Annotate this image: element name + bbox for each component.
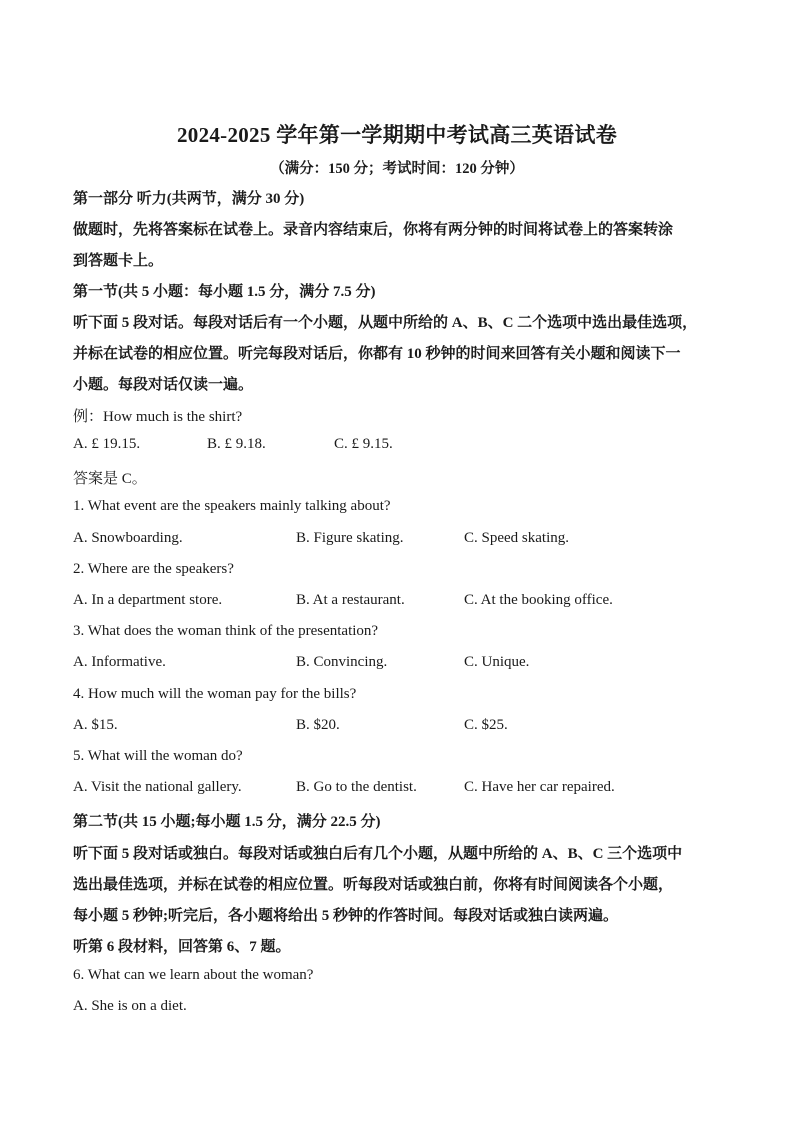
example-option-c: C. £ 9.15.	[334, 436, 393, 452]
example-option-b: B. £ 9.18.	[207, 436, 266, 452]
question-4-options	[73, 717, 753, 737]
question-5-options	[73, 779, 753, 799]
option-c: C. Have her car repaired.	[464, 779, 615, 795]
option-c: C. Unique.	[464, 654, 530, 670]
question-3: 3. What does the woman think of the presentation?	[73, 623, 379, 639]
section1-heading: 第一节(共 5 小题：每小题 1.5 分，满分 7.5 分)	[73, 284, 376, 300]
question-6: 6. What can we learn about the woman?	[73, 967, 314, 983]
option-c: C. At the booking office.	[464, 592, 613, 608]
question-4: 4. How much will the woman pay for the bills?	[73, 686, 357, 702]
option-a: A. Visit the national gallery.	[73, 779, 242, 795]
part1-intro-line: 到答题卡上。	[73, 253, 164, 269]
section1-intro-line: 小题。每段对话仅读一遍。	[73, 377, 254, 393]
section2-intro-line: 选出最佳选项，并标在试卷的相应位置。听每段对话或独白前，你将有时间阅读各个小题，	[73, 877, 674, 893]
exam-subtitle: （满分：150 分；考试时间：120 分钟）	[270, 161, 524, 177]
option-b: B. Convincing.	[296, 654, 388, 670]
section1-intro-line: 听下面 5 段对话。每段对话后有一个小题，从题中所给的 A、B、C 二个选项中选出最佳选项，	[73, 315, 698, 331]
section2-intro-line: 每小题 5 秒钟;听完后，各小题将给出 5 秒钟的作答时间。每段对话或独白读两遍。	[73, 908, 618, 924]
option-c: C. $25.	[464, 717, 508, 733]
question-3-options	[73, 654, 753, 674]
example-answer: 答案是 C。	[73, 471, 147, 487]
part1-heading: 第一部分 听力(共两节，满分 30 分)	[73, 191, 305, 207]
question-5: 5. What will the woman do?	[73, 748, 243, 764]
option-b: B. Figure skating.	[296, 530, 404, 546]
example-options	[73, 436, 753, 456]
option-a: A. $15.	[73, 717, 118, 733]
exam-title: 2024-2025 学年第一学期期中考试高三英语试卷	[176, 123, 618, 147]
example-question: 例：How much is the shirt?	[73, 409, 243, 425]
section2-heading: 第二节(共 15 小题;每小题 1.5 分，满分 22.5 分)	[73, 814, 381, 830]
section2-intro-line: 听下面 5 段对话或独白。每段对话或独白后有几个小题，从题中所给的 A、B、C 三个选项中	[73, 846, 683, 862]
example-option-a: A. £ 19.15.	[73, 436, 141, 452]
question-1-options	[73, 530, 753, 550]
question-6-option-a: A. She is on a diet.	[73, 998, 187, 1014]
option-c: C. Speed skating.	[464, 530, 569, 546]
option-a: A. In a department store.	[73, 592, 223, 608]
option-b: B. $20.	[296, 717, 340, 733]
option-a: A. Informative.	[73, 654, 166, 670]
question-1: 1. What event are the speakers mainly talking about?	[73, 498, 391, 514]
option-b: B. Go to the dentist.	[296, 779, 417, 795]
question-2: 2. Where are the speakers?	[73, 561, 234, 577]
section1-intro-line: 并标在试卷的相应位置。听完每段对话后，你都有 10 秒钟的时间来回答有关小题和阅读下一	[73, 346, 681, 362]
option-b: B. At a restaurant.	[296, 592, 405, 608]
material-6-instruction: 听第 6 段材料，回答第 6、7 题。	[73, 939, 291, 955]
option-a: A. Snowboarding.	[73, 530, 183, 546]
part1-intro-line: 做题时，先将答案标在试卷上。录音内容结束后，你将有两分钟的时间将试卷上的答案转涂	[73, 222, 674, 238]
question-2-options	[73, 592, 753, 612]
